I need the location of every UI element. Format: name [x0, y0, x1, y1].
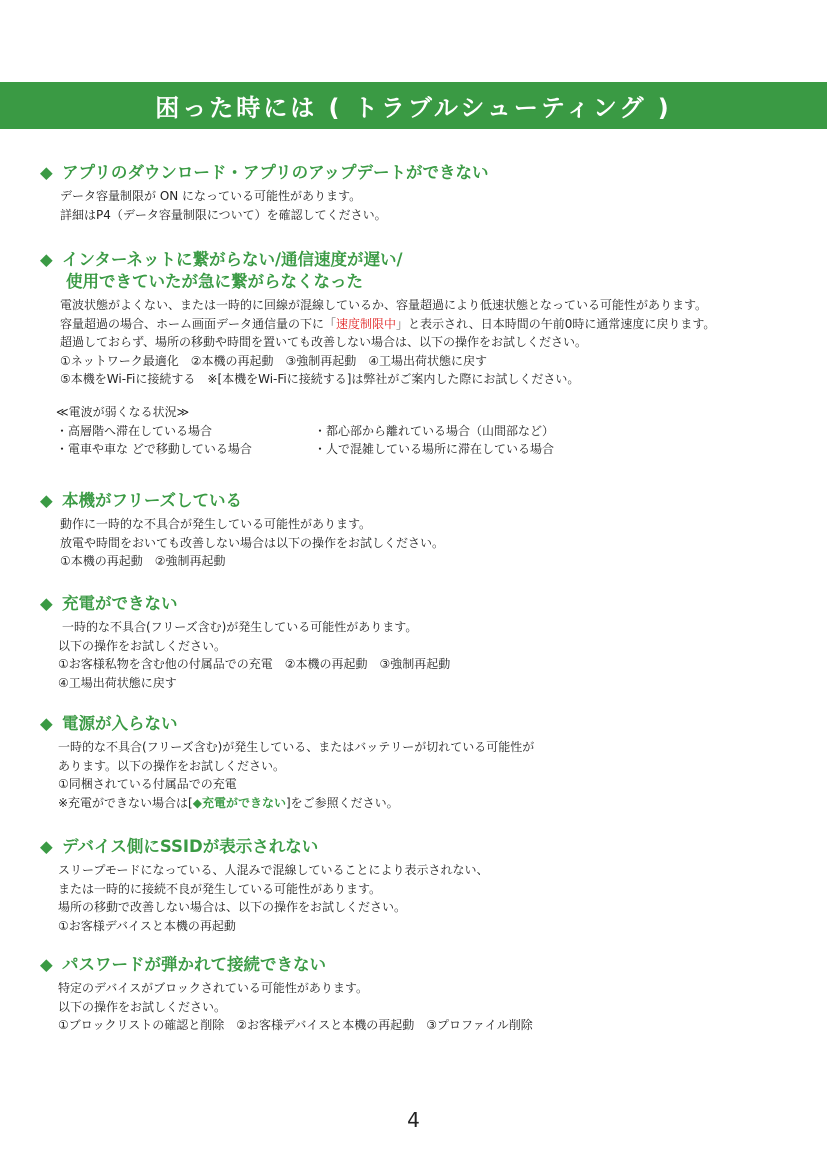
section-app-download — [40, 162, 810, 224]
section-ssid — [40, 836, 810, 935]
diamond-icon: ◆ — [40, 594, 53, 613]
section-body: 一時的な不具合(フリーズ含む)が発生している、またはバッテリーが切れている可能性が あります。以下の操作をお試しください。 ①同梱されている付属品での充電 ※充電ができない場合は[◆充電ができない]をご参照ください。 — [58, 740, 535, 810]
diamond-icon: ◆ — [40, 714, 53, 733]
page-number: 4 — [407, 1108, 420, 1132]
section-body: 特定のデバイスがブロックされている可能性があります。 以下の操作をお試しください。 ①ブロックリストの確認と削除 ②お客様デバイスと本機の再起動 ③プロファイル削除 — [58, 981, 533, 1033]
page-title-banner — [0, 82, 827, 129]
section-heading: ◆ アプリのダウンロード・アプリのアップデートができない — [40, 163, 489, 182]
diamond-icon: ◆ — [40, 163, 53, 182]
diamond-icon: ◆ — [40, 837, 53, 856]
section-password — [40, 954, 810, 1035]
weak-signal-conditions: ≪電波が弱くなる状況≫ ・高層階へ滞在している場合 ・都心部から離れている場合（山間部など） ・電車や車な どで移動している場合 ・人で混雑している場所に滞在している場合 — [56, 404, 555, 457]
section-charging — [40, 593, 810, 692]
section-body: 一時的な不具合(フリーズ含む)が発生している可能性があります。 以下の操作をお試しください。 ①お客様私物を含む他の付属品での充電 ②本機の再起動 ③強制再起動 ④工場出荷状態に戻す — [58, 620, 451, 690]
charging-section-reference: ◆充電ができない — [192, 795, 286, 810]
diamond-icon: ◆ — [40, 491, 53, 510]
section-heading: ◆ インターネットに繋がらない/通信速度が遅い/ 使用できていたが急に繋がらなくなった — [40, 250, 403, 291]
page-title: 困った時には ( トラブルシューティング ) — [155, 94, 672, 122]
section-body: データ容量制限が ON になっている可能性があります。 詳細はP4（データ容量制限について）を確認してください。 — [60, 189, 387, 222]
diamond-icon: ◆ — [40, 250, 53, 269]
section-heading: ◆ デバイス側にSSIDが表示されない — [40, 837, 319, 856]
section-heading: ◆ 充電ができない — [40, 594, 178, 613]
speed-limit-label: 速度制限中 — [336, 316, 397, 331]
section-internet — [40, 249, 810, 459]
section-heading: ◆ 電源が入らない — [40, 714, 178, 733]
section-body: スリープモードになっている、人混みで混線していることにより表示されない、 または一時的に接続不良が発生している可能性があります。 場所の移動で改善しない場合は、以下の操作をお試しください。 ①お客様デバイスと本機の再起動 — [58, 863, 489, 933]
section-body: 動作に一時的な不具合が発生している可能性があります。 放電や時間をおいても改善しない場合は以下の操作をお試しください。 ①本機の再起動 ②強制再起動 — [60, 517, 445, 569]
section-body: 電波状態がよくない、または一時的に回線が混線しているか、容量超過により低速状態となっている可能性があります。 容量超過の場合、ホーム画面データ通信量の下に「速度制限中」と表示され、日本時間の午前0時に通常速度に戻ります。 超過しておらず、場所の移動や時間を置いても改善しない場合は、以下の操作をお試しください。 ①ネットワーク最適化 ②本機の再起動 ③強制再起動 ④工場出荷状態に戻す ⑤本機をWi-Fiに接続する ※[本機をWi-Fiに接続する]は弊社がご案内した際にお試しください。 — [60, 298, 716, 387]
section-freeze — [40, 490, 810, 571]
diamond-icon: ◆ — [40, 955, 53, 974]
section-power — [40, 713, 810, 812]
section-heading: ◆ パスワードが弾かれて接続できない — [40, 955, 326, 974]
section-heading: ◆ 本機がフリーズしている — [40, 491, 243, 510]
